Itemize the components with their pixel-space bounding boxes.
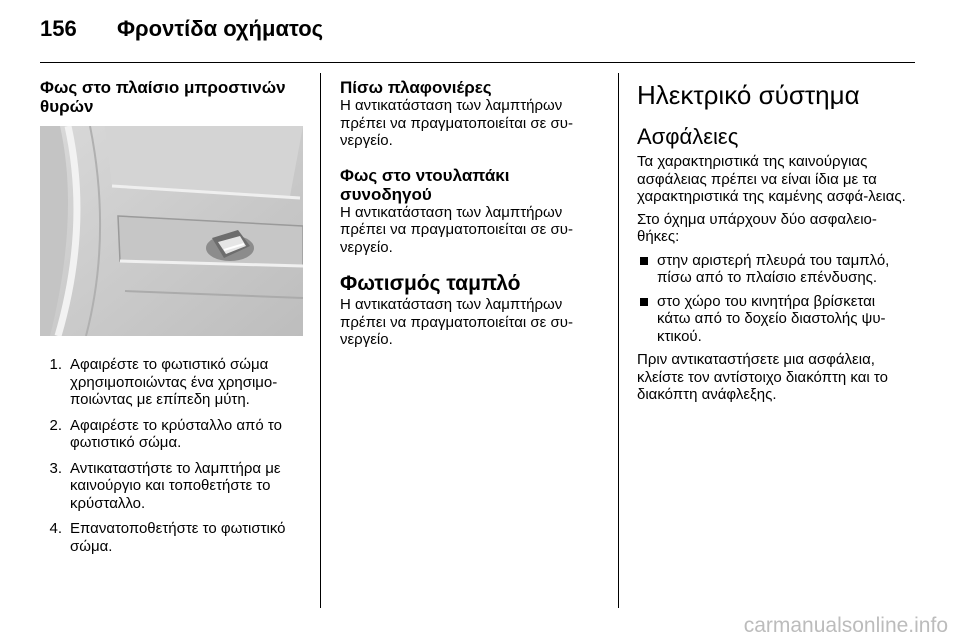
fuse-box-locations bbox=[637, 252, 907, 346]
column-1 bbox=[40, 78, 305, 563]
list-item: στο χώρο του κινητήρα βρίσκεται κάτω από το δοχείο διαστολής ψυ-κτικού. bbox=[637, 293, 907, 346]
chapter-heading-electrical: Ηλεκτρικό σύστημα bbox=[637, 80, 860, 110]
section-text-glovebox-light: Η αντικατάσταση των λαμπτήρων πρέπει να πραγματοποιείται σε συ-νεργείο. bbox=[340, 203, 573, 256]
list-item: στην αριστερή πλευρά του ταμπλό, πίσω από το πλαίσιο επένδυσης. bbox=[637, 252, 907, 287]
door-light-image bbox=[40, 126, 303, 336]
section-heading-front-door-light: Φως στο πλαίσιο μπροστινών θυρών bbox=[40, 78, 286, 116]
door-light-illustration bbox=[40, 126, 303, 336]
section-text-dashboard-lighting: Η αντικατάσταση των λαμπτήρων πρέπει να πραγματοποιείται σε συ-νεργείο. bbox=[340, 296, 573, 348]
section-heading-dashboard-lighting: Φωτισμός ταμπλό bbox=[340, 272, 521, 295]
list-item: 1. Αφαιρέστε το φωτιστικό σώμα χρησιμοποιώντας ένα χρησιμο-ποιώντας με επίπεδη μύτη. bbox=[49, 356, 278, 408]
bullet-icon bbox=[637, 252, 657, 287]
fuse-box-paragraph: Στο όχημα υπάρχουν δύο ασφαλειο-θήκες: bbox=[637, 210, 877, 245]
list-item: 4. Επανατοποθετήστε το φωτιστικό σώμα. bbox=[49, 520, 286, 555]
column-3 bbox=[637, 78, 907, 404]
fuse-spec-paragraph: Τα χαρακτηριστικά της καινούργιας ασφάλειας πρέπει να είναι ίδια με τα χαρακτηριστικά της καμένης ασφά-λειας. bbox=[637, 153, 906, 205]
instruction-steps bbox=[40, 356, 305, 555]
list-item: 2. Αφαιρέστε το κρύσταλλο από το φωτιστικό σώμα. bbox=[49, 416, 282, 451]
section-text-rear-courtesy: Η αντικατάσταση των λαμπτήρων πρέπει να πραγματοποιείται σε συ-νεργείο. bbox=[340, 97, 573, 149]
column-2 bbox=[340, 78, 605, 349]
page-number: 156 bbox=[40, 16, 77, 41]
watermark: carmanualsonline.info bbox=[743, 614, 948, 637]
fuse-replace-paragraph: Πριν αντικαταστήσετε μια ασφάλεια, κλείστε τον αντίστοιχο διακόπτη και το διακόπτη ανάφλεξης. bbox=[637, 351, 888, 403]
bullet-icon bbox=[637, 293, 657, 346]
section-heading-glovebox-light: Φως στο ντουλαπάκι συνοδηγού bbox=[340, 165, 510, 204]
column-divider-2 bbox=[618, 73, 619, 608]
section-heading-rear-courtesy: Πίσω πλαφονιέρες bbox=[340, 78, 492, 97]
list-item: 3. Αντικαταστήστε το λαμπτήρα με καινούργιο και τοποθετήστε το κρύσταλλο. bbox=[49, 459, 281, 512]
header-rule bbox=[40, 62, 915, 63]
page-title: Φροντίδα οχήματος bbox=[117, 16, 324, 41]
column-divider-1 bbox=[320, 73, 321, 608]
section-heading-fuses: Ασφάλειες bbox=[637, 124, 739, 149]
